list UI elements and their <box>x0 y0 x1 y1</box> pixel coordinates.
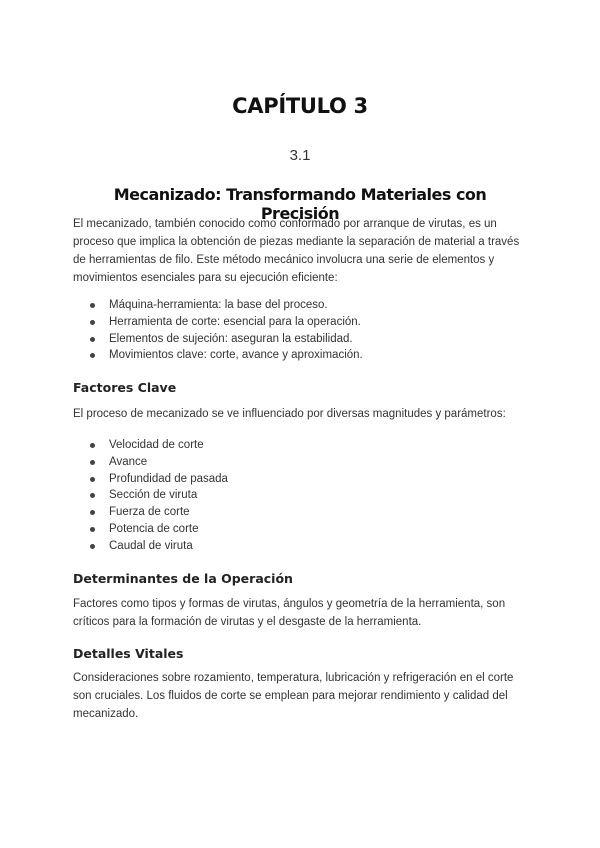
bullet-icon <box>90 493 95 498</box>
bullet-icon <box>90 460 95 465</box>
list-item <box>73 521 513 538</box>
section-title: Mecanizado: Transformando Materiales con Precisión <box>113 185 487 223</box>
bullet-icon <box>90 544 95 549</box>
list-item-text: Elementos de sujeción: aseguran la estabilidad. <box>109 332 353 345</box>
section-number: 3.1 <box>289 147 311 164</box>
list-item <box>73 437 513 454</box>
list-item <box>73 331 513 348</box>
bullet-icon <box>90 477 95 482</box>
list-item <box>73 314 513 331</box>
bullet-icon <box>90 337 95 342</box>
intro-paragraph: El mecanizado, también conocido como conformado por arranque de virutas, es un proceso que implica la obtención de piezas mediante la separación de material a través de herramientas de filo. Este método mecánico involucra una serie de elementos y movimientos esenciales para su ejecución eficiente: <box>73 218 520 284</box>
factores-heading: Factores Clave <box>73 380 177 395</box>
list-item-text: Caudal de viruta <box>109 539 193 552</box>
list-item <box>73 454 513 471</box>
determinantes-paragraph: Factores como tipos y formas de virutas, ángulos y geometría de la herramienta, son críticos para la formación de virutas y el desgaste de la herramienta. <box>73 598 506 628</box>
list-item-text: Sección de viruta <box>109 489 198 502</box>
list-item <box>73 347 513 364</box>
list-item-text: Avance <box>109 455 148 468</box>
bullet-icon <box>90 510 95 515</box>
list-item-text: Movimientos clave: corte, avance y aproximación. <box>109 349 363 362</box>
intro-bullet-list <box>73 297 513 364</box>
bullet-icon <box>90 443 95 448</box>
list-item-text: Máquina-herramienta: la base del proceso. <box>109 299 328 311</box>
detalles-paragraph: Consideraciones sobre rozamiento, temperatura, lubricación y refrigeración en el corte son cruciales. Los fluidos de corte se emplean para mejorar rendimiento y calidad del mecanizado. <box>73 672 514 720</box>
list-item-text: Velocidad de corte <box>109 439 204 451</box>
determinantes-heading: Determinantes de la Operación <box>73 571 293 586</box>
bullet-icon <box>90 527 95 532</box>
list-item <box>73 471 513 488</box>
list-item-text: Potencia de corte <box>109 522 199 535</box>
factores-paragraph: El proceso de mecanizado se ve influenciado por diversas magnitudes y parámetros: <box>73 408 506 420</box>
list-item-text: Herramienta de corte: esencial para la operación. <box>109 315 361 328</box>
list-item-text: Fuerza de corte <box>109 506 190 519</box>
list-item <box>73 487 513 504</box>
bullet-icon <box>90 320 95 325</box>
list-item <box>73 504 513 521</box>
factores-bullet-list <box>73 437 513 555</box>
chapter-title: CAPÍTULO 3 <box>232 94 368 118</box>
bullet-icon <box>90 303 95 308</box>
detalles-heading: Detalles Vitales <box>73 646 184 661</box>
list-item <box>73 297 513 314</box>
list-item <box>73 538 513 555</box>
bullet-icon <box>90 353 95 358</box>
list-item-text: Profundidad de pasada <box>109 472 228 485</box>
